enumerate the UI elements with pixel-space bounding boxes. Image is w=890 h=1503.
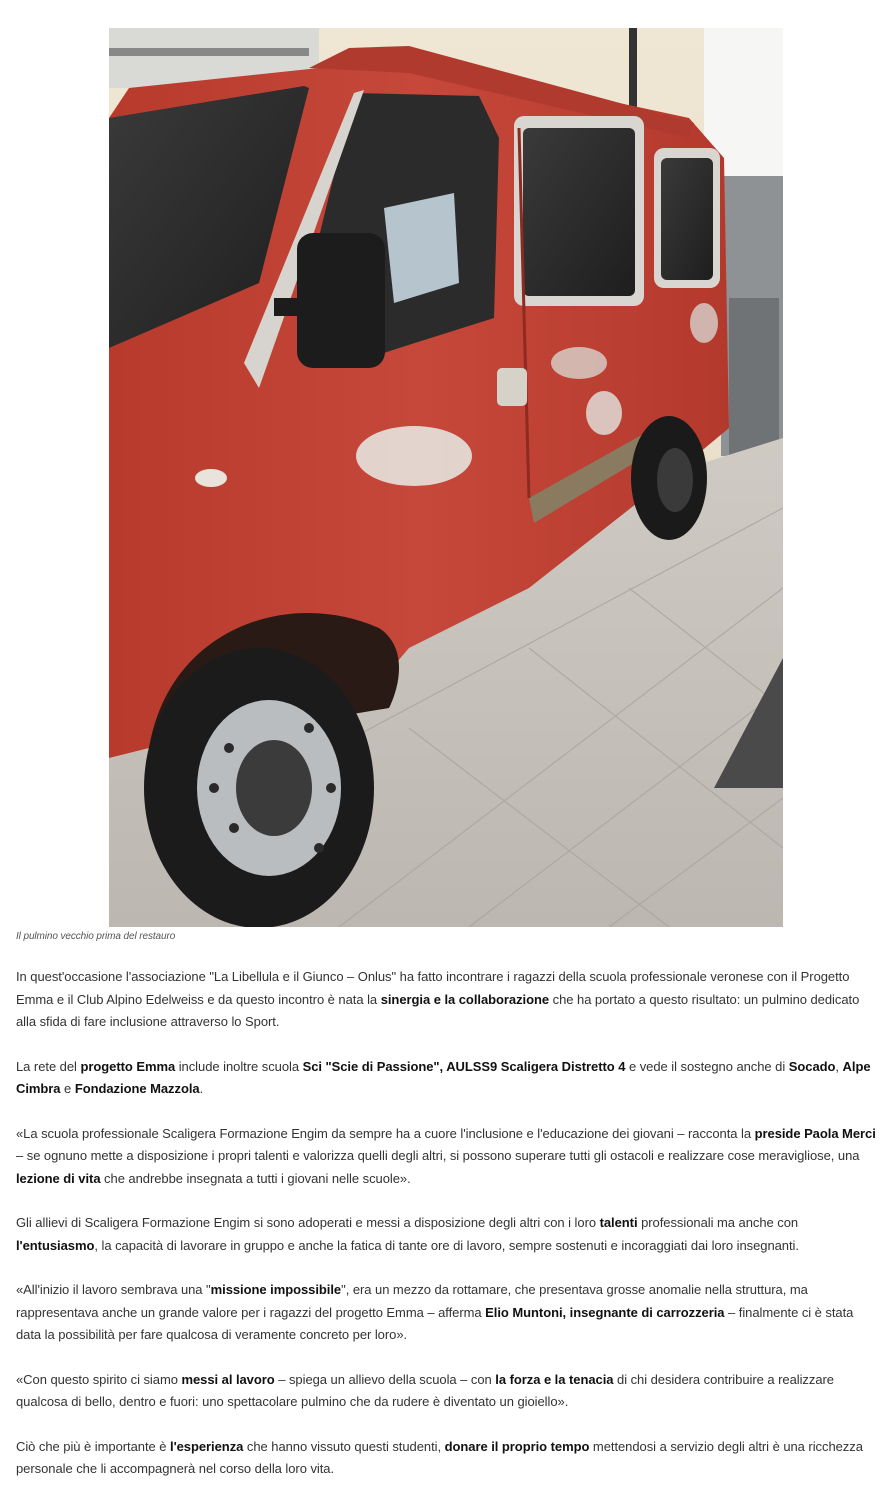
bold-text: l'entusiasmo [16, 1237, 95, 1253]
text-run: e [60, 1081, 75, 1096]
text-run: e vede il sostegno anche di [625, 1058, 789, 1074]
text-run: Gli allievi di Scaligera Formazione Engim si sono adoperati e messi a disposizione degli altri con i loro [16, 1215, 600, 1230]
text-run: «La scuola professionale Scaligera Formazione Engim da sempre ha a cuore l'inclusione e l'educazione dei giovani – racconta la [16, 1125, 755, 1141]
text-run: – finalmente ci è stata data la possibilità per fare qualcosa di veramente concreto per loro». [16, 1304, 854, 1342]
text-run: La rete del [16, 1058, 81, 1074]
text-run: . [199, 1081, 204, 1096]
paragraph [16, 1056, 878, 1101]
bold-text: donare il proprio tempo [444, 1438, 590, 1454]
van-photo-icon [109, 28, 783, 927]
article-body [16, 966, 878, 1503]
bold-text: preside Paola Merci [754, 1125, 876, 1141]
text-run: – se ognuno mette a disposizione i propri talenti e valorizza quelli degli altri, si possono superare tutti gli ostacoli e realizzare cose meravigliose, una [16, 1148, 860, 1163]
text-run: che andrebbe insegnata a tutti i giovani nelle scuole». [100, 1170, 411, 1186]
photo-caption: Il pulmino vecchio prima del restauro [16, 931, 176, 942]
article-photo [109, 28, 783, 927]
text-run: In quest'occasione l'associazione "La Libellula e il Giunco – Onlus" ha fatto incontrare i ragazzi della scuola professionale veronese con il Progetto Emma e il Club Alpino Edelweiss e da questo incontro è nata la [16, 969, 850, 1007]
text-run: , [835, 1058, 843, 1074]
bold-text: la forza e la tenacia [495, 1371, 614, 1387]
bold-text: Alpe Cimbra [16, 1058, 871, 1096]
text-run: – spiega un allievo della scuola – con [274, 1371, 496, 1387]
bold-text: talenti [599, 1215, 638, 1230]
text-run: ", era un mezzo da rottamare, che presentava grosse anomalie nella struttura, ma rappresentava anche un grande valore per i ragazzi del progetto Emma – afferma [16, 1282, 808, 1320]
bold-text: lezione di vita [16, 1170, 101, 1186]
text-run: , la capacità di lavorare in gruppo e anche la fatica di tante ore di lavoro, sempre sostenuti e incoraggiati dai loro insegnanti. [94, 1237, 799, 1253]
bold-text: progetto Emma [80, 1058, 176, 1074]
paragraph [16, 1123, 878, 1191]
bold-text: sinergia e la collaborazione [380, 991, 550, 1007]
text-run: professionali ma anche con [637, 1215, 799, 1230]
text-run: che ha portato a questo risultato: un pulmino dedicato alla sfida di fare inclusione attraverso lo Sport. [16, 991, 860, 1029]
paragraph [16, 1212, 878, 1257]
paragraph [16, 1279, 878, 1347]
text-run: che hanno vissuto questi studenti, [243, 1438, 445, 1454]
text-run: include inoltre scuola [175, 1058, 303, 1074]
paragraph [16, 1369, 878, 1414]
text-run: «Con questo spirito ci siamo [16, 1371, 182, 1387]
bold-text: Sci "Scie di Passione", AULSS9 Scaligera Distretto 4 [302, 1058, 626, 1074]
bold-text: Fondazione Mazzola [74, 1081, 200, 1096]
paragraph [16, 966, 878, 1034]
paragraph [16, 1436, 878, 1481]
text-run: mettendosi a servizio degli altri è una ricchezza personale che li accompagnerà nel corso della loro vita. [16, 1438, 863, 1476]
text-run: «All'inizio il lavoro sembrava una " [16, 1282, 211, 1297]
bold-text: l'esperienza [170, 1438, 244, 1454]
bold-text: Socado [788, 1058, 836, 1074]
text-run: Ciò che più è importante è [16, 1438, 171, 1454]
bold-text: messi al lavoro [181, 1371, 275, 1387]
text-run: di chi desidera contribuire a realizzare qualcosa di bello, dentro e fuori: uno spettacolare pulmino che da rudere è diventato un gioiello». [16, 1371, 834, 1409]
bold-text: missione impossibile [210, 1282, 342, 1297]
bold-text: Elio Muntoni, insegnante di carrozzeria [485, 1304, 725, 1320]
